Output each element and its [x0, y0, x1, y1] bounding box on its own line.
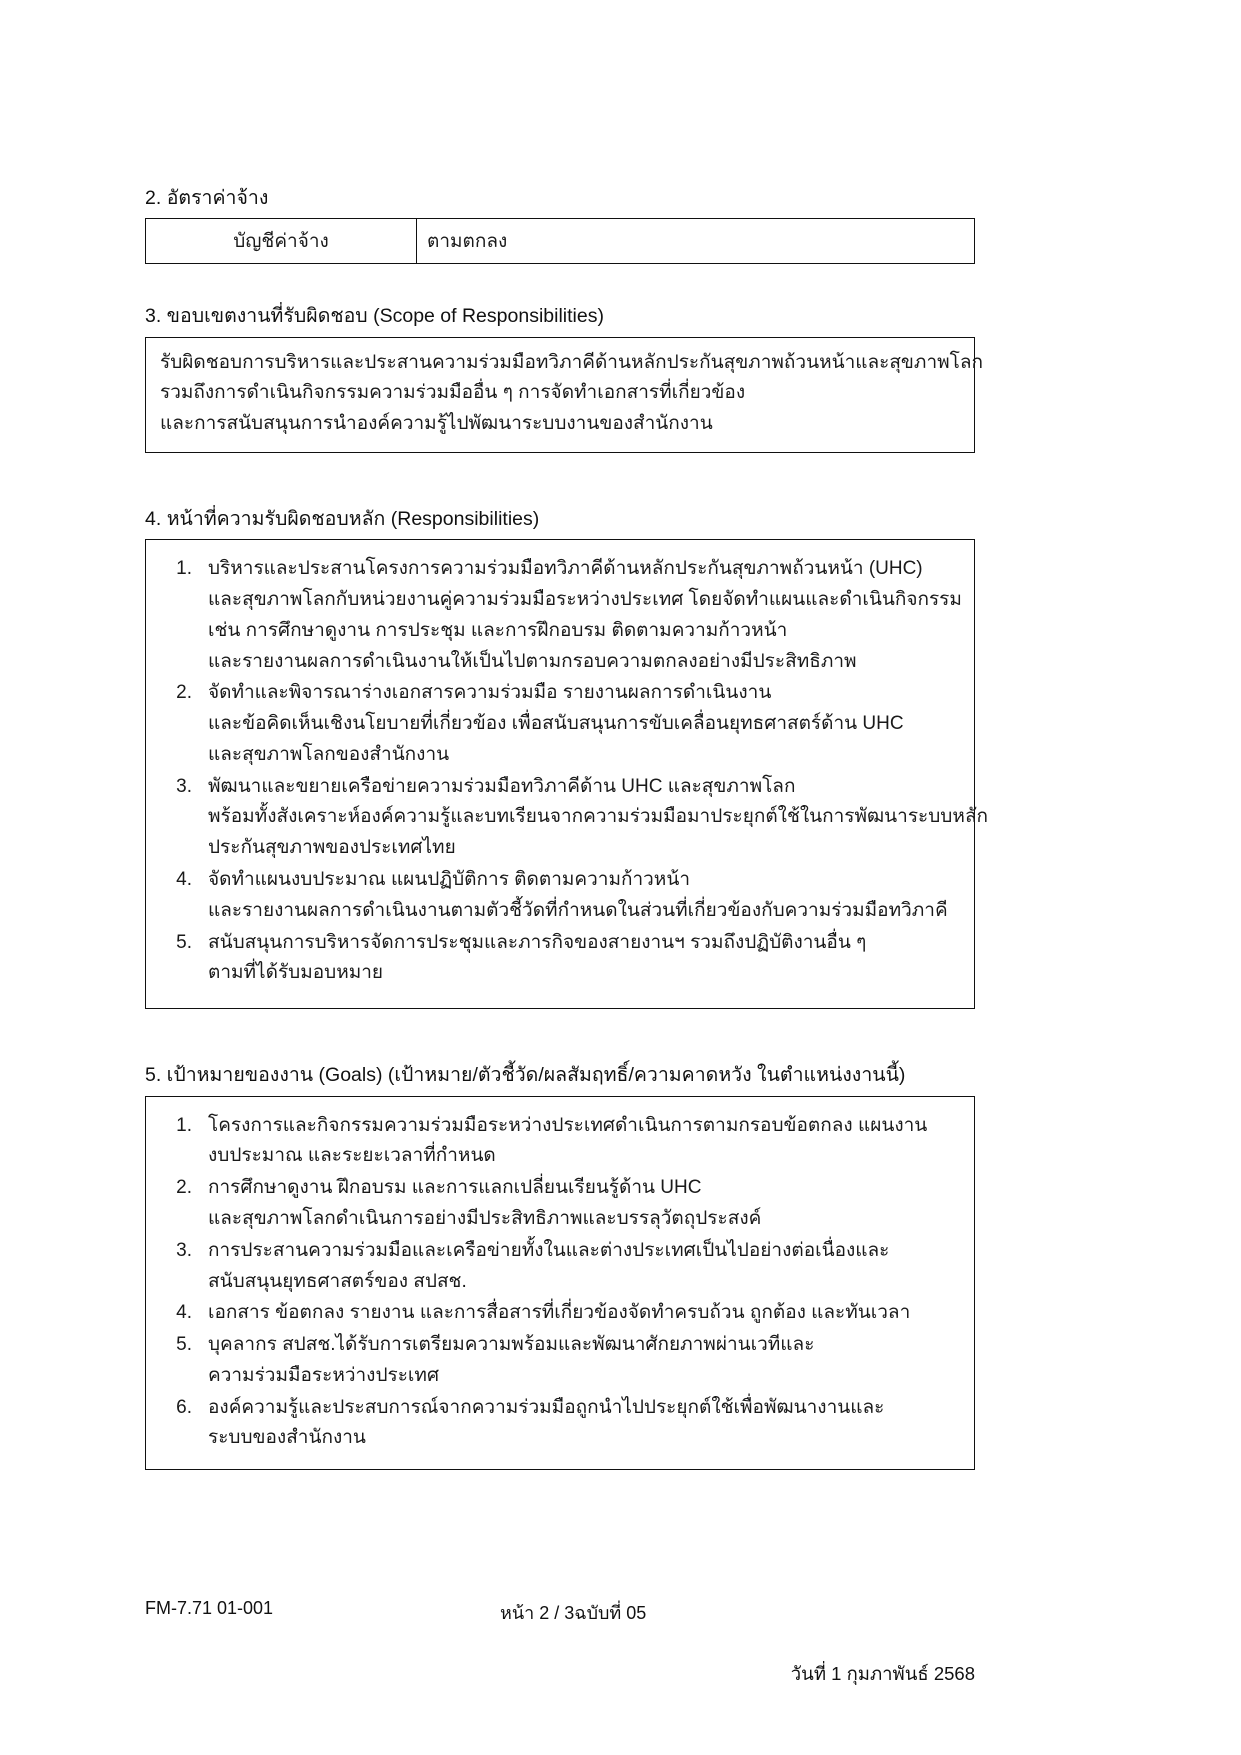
text-line: สนับสนุนยุทธศาสตร์ของ สปสช. [208, 1270, 467, 1292]
list-item-marker: 2. [176, 682, 192, 704]
text-line: ความร่วมมือระหว่างประเทศ [208, 1364, 440, 1386]
text-line: และสุขภาพโลกกับหน่วยงานคู่ความร่วมมือระหว่างประเทศ โดยจัดทำแผนและดำเนินกิจกรรม [208, 589, 962, 611]
text-line: สนับสนุนการบริหารจัดการประชุมและภารกิจของสายงานฯ รวมถึงปฏิบัติงานอื่น ๆ [208, 931, 867, 953]
list-item [162, 678, 958, 770]
list-item-marker: 5. [176, 1334, 192, 1356]
effective-date: วันที่ 1 กุมภาพันธ์ 2568 [790, 1663, 975, 1684]
goals-box [145, 1096, 975, 1470]
footer-row [145, 1598, 975, 1628]
text-line: องค์ความรู้และประสบการณ์จากความร่วมมือถูกนำไปประยุกต์ใช้เพื่อพัฒนางานและ [208, 1396, 885, 1418]
section-4-heading [145, 507, 975, 532]
list-item-text [208, 1393, 958, 1455]
scope-line: และการสนับสนุนการนำองค์ความรู้ไปพัฒนาระบบงานของสำนักงาน [160, 413, 713, 435]
list-item [162, 865, 958, 927]
text-line: และข้อคิดเห็นเชิงนโยบายที่เกี่ยวข้อง เพื่อสนับสนุนการขับเคลื่อนยุทธศาสตร์ด้าน UHC [208, 713, 904, 735]
spacer [145, 453, 975, 507]
text-line: การประสานความร่วมมือและเครือข่ายทั้งในและต่างประเทศเป็นไปอย่างต่อเนื่องและ [208, 1239, 890, 1261]
list-item [162, 1330, 958, 1392]
scope-of-responsibilities-box [145, 337, 983, 453]
text-line: ตามที่ได้รับมอบหมาย [208, 962, 384, 984]
list-item-marker: 1. [176, 1114, 192, 1136]
list-item-text [208, 554, 962, 677]
list-item [162, 1298, 958, 1329]
list-item-marker: 5. [176, 931, 192, 953]
list-item [162, 928, 958, 990]
list-item-marker: 3. [176, 775, 192, 797]
spacer [145, 264, 975, 304]
text-line: และรายงานผลการดำเนินงานตามตัวชี้วัดที่กำหนดในส่วนที่เกี่ยวข้องกับความร่วมมือทวิภาคี [208, 899, 948, 921]
list-item-marker: 6. [176, 1396, 192, 1418]
text-line: โครงการและกิจกรรมความร่วมมือระหว่างประเทศดำเนินการตามกรอบข้อตกลง แผนงาน [208, 1114, 928, 1136]
text-line: การศึกษาดูงาน ฝึกอบรม และการแลกเปลี่ยนเรียนรู้ด้าน UHC [208, 1177, 702, 1199]
form-code: FM-7.71 01-001 [145, 1598, 274, 1618]
wage-account-value: ตามตกลง [417, 219, 975, 264]
text-line: เอกสาร ข้อตกลง รายงาน และการสื่อสารที่เกี่ยวข้องจัดทำครบถ้วน ถูกต้อง และทันเวลา [208, 1302, 911, 1324]
text-line: พร้อมทั้งสังเคราะห์องค์ความรู้และบทเรียนจากความร่วมมือมาประยุกต์ใช้ในการพัฒนาระบบหลัก [208, 806, 989, 828]
spacer [145, 1009, 975, 1063]
list-item-marker: 4. [176, 1302, 192, 1324]
list-item [162, 1393, 958, 1455]
list-item-marker: 1. [176, 558, 192, 580]
text-line: และสุขภาพโลกของสำนักงาน [208, 743, 450, 765]
list-item [162, 1173, 958, 1235]
list-item [162, 772, 989, 864]
list-item [162, 554, 962, 677]
text-line: และรายงานผลการดำเนินงานให้เป็นไปตามกรอบความตกลงอย่างมีประสิทธิภาพ [208, 650, 857, 672]
list-item-text [208, 1330, 958, 1392]
list-item-marker: 4. [176, 868, 192, 890]
section-4-title: หน้าที่ความรับผิดชอบหลัก (Responsibilities) [166, 507, 540, 530]
list-item-marker: 3. [176, 1239, 192, 1261]
section-3-heading: 3. ขอบเขตงานที่รับผิดชอบ (Scope of Responsibilities) [145, 305, 604, 328]
text-line: ประกันสุขภาพของประเทศไทย [208, 837, 456, 859]
section-2-heading [145, 186, 975, 211]
list-item-text [208, 928, 958, 990]
list-item-text [208, 1236, 958, 1298]
text-line: และสุขภาพโลกดำเนินการอย่างมีประสิทธิภาพและบรรลุวัตถุประสงค์ [208, 1207, 762, 1229]
scope-line: รับผิดชอบการบริหารและประสานความร่วมมือทวิภาคีด้านหลักประกันสุขภาพถ้วนหน้าและสุขภาพโลก [160, 351, 983, 373]
list-item [162, 1111, 958, 1173]
list-item-text [208, 865, 958, 927]
responsibilities-list [162, 554, 989, 989]
text-line: ระบบของสำนักงาน [208, 1427, 366, 1449]
list-item-text [208, 1111, 958, 1173]
page-number: หน้า 2 / 3ฉบับที่ 05 [500, 1603, 647, 1623]
section-4-number: 4. [145, 507, 162, 530]
responsibilities-box [145, 539, 989, 1009]
table-row [146, 219, 975, 264]
list-item [162, 1236, 958, 1298]
list-item-text [208, 772, 988, 864]
text-line: บุคลากร สปสช.ได้รับการเตรียมความพร้อมและพัฒนาศักยภาพผ่านเวทีและ [208, 1334, 815, 1356]
document-content [145, 186, 989, 1470]
wage-rate-table [145, 218, 975, 264]
text-line: พัฒนาและขยายเครือข่ายความร่วมมือทวิภาคีด้าน UHC และสุขภาพโลก [208, 775, 796, 797]
list-item-text [208, 678, 958, 770]
goals-list [162, 1111, 958, 1454]
list-item-text [208, 1298, 958, 1329]
list-item-marker: 2. [176, 1177, 192, 1199]
text-line: จัดทำแผนงบประมาณ แผนปฏิบัติการ ติดตามความก้าวหน้า [208, 868, 690, 890]
wage-account-label: บัญชีค่าจ้าง [146, 219, 417, 264]
section-2-title: อัตราค่าจ้าง [166, 187, 269, 209]
list-item-text [208, 1173, 958, 1235]
section-5-heading: 5. เป้าหมายของงาน (Goals) (เป้าหมาย/ตัวชี้วัด/ผลสัมฤทธิ์/ความคาดหวัง ในตำแหน่งงานนี้) [145, 1064, 906, 1087]
text-line: จัดทำและพิจารณาร่างเอกสารความร่วมมือ รายงานผลการดำเนินงาน [208, 682, 772, 704]
section-2-number: 2. [145, 187, 162, 209]
text-line: บริหารและประสานโครงการความร่วมมือทวิภาคีด้านหลักประกันสุขภาพถ้วนหน้า (UHC) [208, 558, 923, 580]
text-line: เช่น การศึกษาดูงาน การประชุม และการฝึกอบรม ติดตามความก้าวหน้า [208, 619, 788, 641]
scope-line: รวมถึงการดำเนินกิจกรรมความร่วมมืออื่น ๆ การจัดทำเอกสารที่เกี่ยวข้อง [160, 382, 746, 404]
text-line: งบประมาณ และระยะเวลาที่กำหนด [208, 1145, 496, 1167]
page-footer [145, 1598, 975, 1684]
